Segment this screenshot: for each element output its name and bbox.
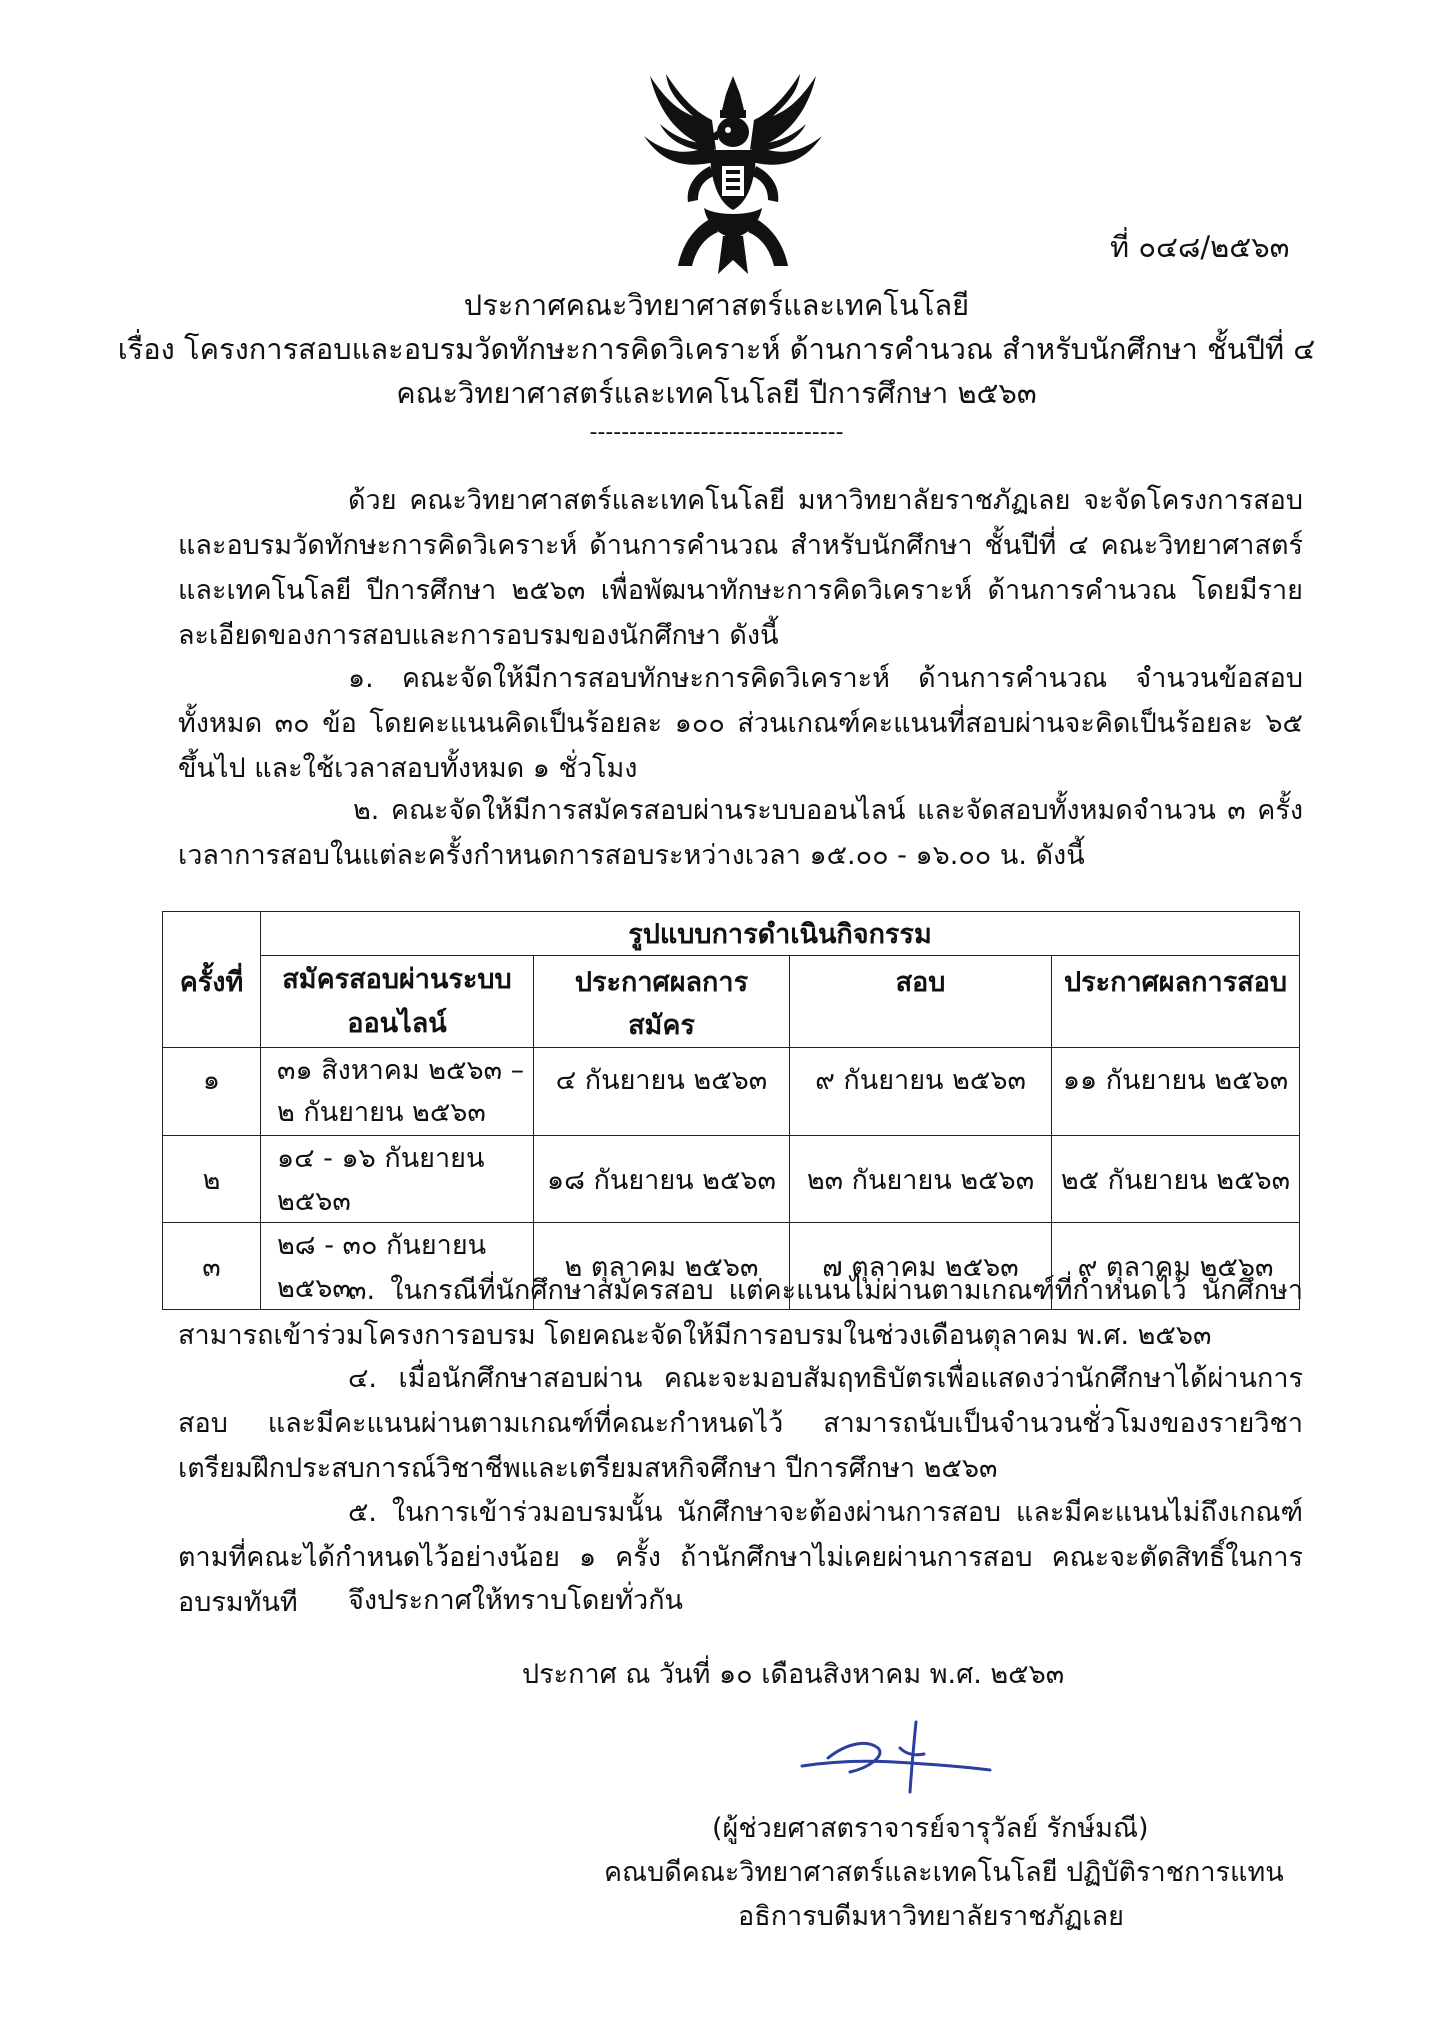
round-cell: ๓ [163,1223,261,1310]
schedule-table [162,911,1300,1310]
announce-registration-cell: ๒ ตุลาคม ๒๕๖๓ [534,1223,790,1310]
clause-4: ๔. เมื่อนักศึกษาสอบผ่าน คณะจะมอบสัมฤทธิบัตรเพื่อแสดงว่านักศึกษาได้ผ่านการสอบ และมีคะแนนผ่านตามเกณฑ์ที่คณะกำหนดไว้ สามารถนับเป็นจำนวนชั่วโมงของรายวิชาเตรียมฝึกประสบการณ์วิชาชีพและเตรียมสหกิจศึกษา ปีการศึกษา ๒๕๖๓ [178,1363,1303,1484]
garuda-emblem [638,70,828,275]
announce-registration-cell: ๑๘ กันยายน ๒๕๖๓ [534,1136,790,1223]
col-register-header: สมัครสอบผ่านระบบ ออนไลน์ [261,956,534,1048]
exam-cell: ๒๓ กันยายน ๒๕๖๓ [790,1136,1052,1223]
table-row [163,1136,1300,1223]
col-announce-result-header: ประกาศผลการสอบ [1052,956,1300,1048]
register-cell: ๑๔ - ๑๖ กันยายน ๒๕๖๓ [261,1136,534,1223]
heading-line-1: ประกาศคณะวิทยาศาสตร์และเทคโนโลยี [463,288,970,322]
document-number: ที่ ๐๔๘/๒๕๖๓ [1110,230,1290,264]
heading-line-3: คณะวิทยาศาสตร์และเทคโนโลยี ปีการศึกษา ๒๕๖๓ [396,376,1037,410]
table-row [163,1048,1300,1136]
announcement-date: ประกาศ ณ วันที่ ๑๐ เดือนสิงหาคม พ.ศ. ๒๕๖๓ [522,1659,1065,1690]
heading-line-2: เรื่อง โครงการสอบและอบรมวัดทักษะการคิดวิเคราะห์ ด้านการคำนวณ สำหรับนักศึกษา ชั้นปีที่ ๔ [117,332,1316,366]
round-cell: ๒ [163,1136,261,1223]
signatory-title-1: คณบดีคณะวิทยาศาสตร์และเทคโนโลยี ปฏิบัติราชการแทน [604,1857,1284,1888]
clause-2: ๒. คณะจัดให้มีการสมัครสอบผ่านระบบออนไลน์ และจัดสอบทั้งหมดจำนวน ๓ ครั้ง เวลาการสอบในแต่ละครั้งกำหนดการสอบระหว่างเวลา ๑๕.๐๐ - ๑๖.๐๐ น. ดังนี้ [178,795,1303,871]
clause-5: ๕. ในการเข้าร่วมอบรมนั้น นักศึกษาจะต้องผ่านการสอบ และมีคะแนนไม่ถึงเกณฑ์ตามที่คณะได้กำหนดไว้อย่างน้อย ๑ ครั้ง ถ้านักศึกษาไม่เคยผ่านการสอบ คณะจะตัดสิทธิ์ในการอบรมทันที [178,1497,1303,1618]
clause-1: ๑. คณะจัดให้มีการสอบทักษะการคิดวิเคราะห์ ด้านการคำนวณ จำนวนข้อสอบทั้งหมด ๓๐ ข้อ โดยคะแนนคิดเป็นร้อยละ ๑๐๐ ส่วนเกณฑ์คะแนนที่สอบผ่านจะคิดเป็นร้อยละ ๖๕ ขึ้นไป และใช้เวลาสอบทั้งหมด ๑ ชั่วโมง [178,663,1303,784]
closing-statement: จึงประกาศให้ทราบโดยทั่วกัน [348,1585,683,1616]
register-cell: ๓๑ สิงหาคม ๒๕๖๓ – ๒ กันยายน ๒๕๖๓ [261,1048,534,1136]
announce-result-cell: ๙ ตุลาคม ๒๕๖๓ [1052,1223,1300,1310]
intro-paragraph: ด้วย คณะวิทยาศาสตร์และเทคโนโลยี มหาวิทยาลัยราชภัฏเลย จะจัดโครงการสอบและอบรมวัดทักษะการคิดวิเคราะห์ ด้านการคำนวณ สำหรับนักศึกษา ชั้นปีที่ ๔ คณะวิทยาศาสตร์และเทคโนโลยี ปีการศึกษา ๒๕๖๓ เพื่อพัฒนาทักษะการคิดวิเคราะห์ ด้านการคำนวณ โดยมีรายละเอียดของการสอบและการอบรมของนักศึกษา ดังนี้ [178,485,1303,651]
announce-result-cell: ๒๕ กันยายน ๒๕๖๓ [1052,1136,1300,1223]
col-announce-registration-header: ประกาศผลการสมัคร [534,956,790,1048]
round-cell: ๑ [163,1048,261,1136]
col-exam-header: สอบ [790,956,1052,1048]
register-cell: ๒๘ - ๓๐ กันยายน ๒๕๖๓ [261,1223,534,1310]
heading-rule: -------------------------------- [589,420,844,445]
clause-3: ๓. ในกรณีที่นักศึกษาสมัครสอบ แต่คะแนนไม่ผ่านตามเกณฑ์ที่กำหนดไว้ นักศึกษาสามารถเข้าร่วมโครงการอบรม โดยคณะจัดให้มีการอบรมในช่วงเดือนตุลาคม พ.ศ. ๒๕๖๓ [178,1275,1303,1351]
signature-mark [798,1718,993,1798]
announce-result-cell: ๑๑ กันยายน ๒๕๖๓ [1052,1048,1300,1136]
announce-registration-cell: ๔ กันยายน ๒๕๖๓ [534,1048,790,1136]
col-round-header: ครั้งที่ [163,912,261,1048]
exam-cell: ๙ กันยายน ๒๕๖๓ [790,1048,1052,1136]
signatory-title-2: อธิการบดีมหาวิทยาลัยราชภัฏเลย [738,1901,1124,1932]
activity-group-header: รูปแบบการดำเนินกิจกรรม [261,912,1300,956]
signatory-name: (ผู้ช่วยศาสตราจารย์จารุวัลย์ รักษ์มณี) [712,1813,1149,1844]
exam-cell: ๗ ตุลาคม ๒๕๖๓ [790,1223,1052,1310]
